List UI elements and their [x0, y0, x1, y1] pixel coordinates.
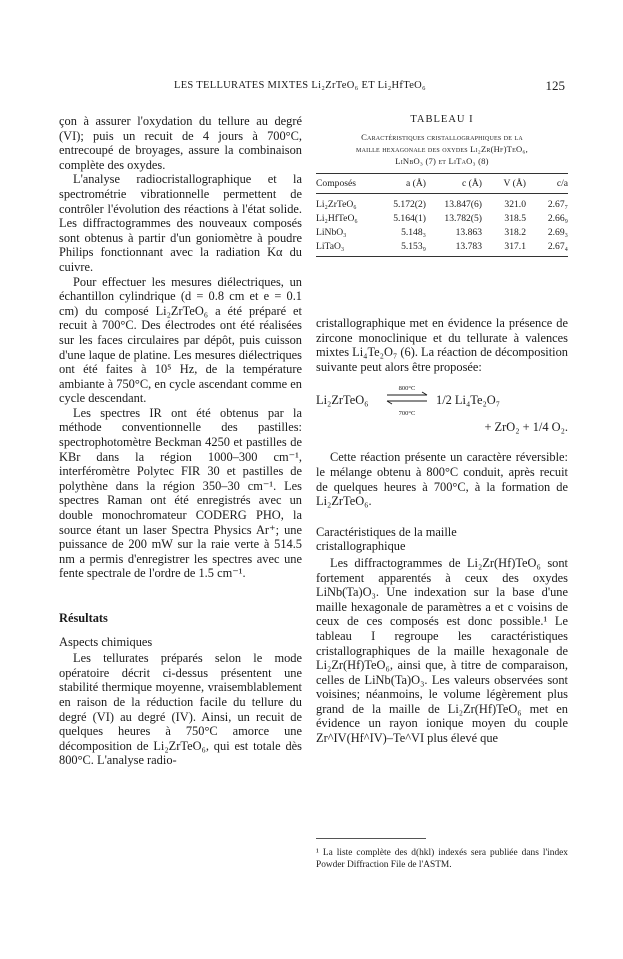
arrow-top-temperature: 800°C	[398, 385, 416, 393]
section-heading-resultats: Résultats	[59, 611, 108, 625]
table-row	[316, 239, 568, 256]
table-header-row	[316, 174, 568, 194]
arrow-bottom-temperature: 700°C	[398, 410, 416, 418]
table-cell: 13.863	[455, 227, 482, 238]
table-header-cell: V (Å)	[503, 178, 526, 189]
equilibrium-arrows	[385, 382, 429, 416]
table-cell: 2.66₉	[547, 213, 568, 224]
decomposition-equation	[316, 382, 568, 440]
table-cell: LiNbO₃	[316, 227, 347, 238]
footnote: ¹ La liste complète des d(hkl) indexés sera publiée dans l'index Powder Diffraction File de l'ASTM.	[316, 848, 568, 871]
table-cell: 2.67₄	[547, 241, 568, 252]
equilibrium-arrow-icon	[385, 391, 429, 405]
right-paragraph-3: Les diffractogrammes de Li₂Zr(Hf)TeO₆ sont fortement apparentés à ceux des oxydes LiNb(Ta)O₃. Une indexation sur la base d'une maille hexagonale de paramètres a et c voisins de ceux de ces composés est donc possible.¹ Le tableau I regroupe les caractéristiques cristallographiques de la maille hexagonale de Li₂Zr(Hf)TeO₆, ainsi que, à titre de comparaison, celles de LiNb(Ta)O₃. Les valeurs observées sont voisines; néanmoins, le volume légèrement plus grand de la maille de Li₂Zr(Hf)TeO₆ met en évidence un rayon ionique moyen du couple Zr^IV(Hf^IV)–Te^VI plus élevé que	[316, 555, 568, 746]
table-row	[316, 194, 568, 212]
table-cell: 318.2	[504, 227, 526, 238]
equation-product-1: 1/2 Li₄Te₂O₇	[436, 393, 501, 408]
equation-product-2: + ZrO₂ + 1/4 O₂.	[484, 420, 568, 435]
running-title: LES TELLURATES MIXTES Li₂ZrTeO₆ ET Li₂HfTeO₆	[174, 80, 426, 91]
table-caption-line-2: maille hexagonale des oxydes Li₂Zr(Hf)TeO₆,	[356, 144, 528, 154]
running-header	[100, 80, 565, 98]
table-cell: 13.783	[455, 241, 482, 252]
table-cell: 2.69₃	[547, 227, 568, 238]
table-row	[316, 211, 568, 225]
table-row	[316, 225, 568, 239]
table-cell: 13.847(6)	[444, 199, 482, 210]
table-bottom-rule	[316, 256, 568, 257]
left-paragraph-5: Les tellurates préparés selon le mode opératoire décrit ci-dessus présentent une stabilité thermique moyenne, vraisemblablement en raison de la réduction facile du tellure du degré (VI) au degré (IV). Ainsi, un recuit de quelques heures à 750°C amorce une décomposition de Li₂ZrTeO₆, qui est totale dès 800°C. L'analyse radio-	[59, 651, 302, 768]
table-cell: 5.148₃	[401, 227, 426, 238]
footnote-rule	[316, 838, 426, 839]
table-cell: 5.164(1)	[393, 213, 426, 224]
left-paragraph-3: Pour effectuer les mesures diélectriques, un échantillon cylindrique (d = 0.8 cm et e = 0.1 cm) du composé Li₂ZrTeO₆ a été préparé et recuit à 700°C. Des électrodes ont été réalisées sur les faces circulaires par dépôt, puis cuisson d'une laque de platine. Les mesures diélectriques ont été faites à 10⁵ Hz, de la température ambiante à 750°C, en cycle ascendant comme en cycle descendant.	[59, 274, 302, 406]
table-1	[316, 114, 568, 257]
left-column	[59, 114, 302, 768]
table-cell: 5.172(2)	[393, 199, 426, 210]
table-cell: 2.67₇	[547, 199, 568, 210]
table-cell: 317.1	[504, 241, 526, 252]
left-paragraph-2: L'analyse radiocristallographique et la spectrométrie vibrationnelle permettent de contrôler l'évolution des réactions à l'état solide. Les diffractogrammes des nouveaux composés sont obtenus à partir d'un goniomètre à poudre Philips fonctionnant avec la radiation Kα du cuivre.	[59, 172, 302, 274]
table-caption	[316, 131, 568, 167]
right-paragraph-2: Cette réaction présente un caractère réversible: le mélange obtenu à 800°C conduit, après recuit de quelques heures à 700°C, à la formation de Li₂ZrTeO₆.	[316, 450, 568, 509]
equation-reactant: Li₂ZrTeO₆	[316, 393, 369, 408]
table-header-cell: c (Å)	[462, 178, 482, 189]
left-paragraph-4: Les spectres IR ont été obtenus par la méthode conventionnelle des pastilles: spectrophotomètre Beckman 4250 et pastilles de KBr dans la région 1000–300 cm⁻¹, interféromètre Polytec FIR 30 et pastilles de polythène dans la région 350–30 cm⁻¹. Les spectres Raman ont été enregistrés avec un double monochromateur CODERG PHO, la source étant un laser Spectra Physics Ar⁺; une puissance de 200 mW sur la raie verte à 514.5 nm a permis d'enregistrer les spectres avec une fente spectrale de l'ordre de 1.5 cm⁻¹.	[59, 405, 302, 581]
table-cell: 321.0	[504, 199, 526, 210]
table-cell: Li₂HfTeO₆	[316, 213, 358, 224]
table-cell: 318.5	[504, 213, 526, 224]
table-header-cell: a (Å)	[406, 178, 426, 189]
subheading-maille	[316, 525, 568, 554]
table-cell: LiTaO₃	[316, 241, 345, 252]
table-caption-line-3: LiNbO₃ (7) et LiTaO₃ (8)	[395, 156, 489, 166]
subheading-aspects-chimiques: Aspects chimiques	[59, 634, 153, 649]
table-caption-line-1: Caractéristiques cristallographiques de la	[361, 132, 523, 142]
left-paragraph-1: çon à assurer l'oxydation du tellure au degré (VI); puis un recuit de 4 jours à 700°C, entrecoupé de broyages, assure la combinaison complète des oxydes.	[59, 114, 302, 172]
subheading-maille-line-2: cristallographique	[316, 539, 406, 554]
page-number: 125	[545, 78, 565, 93]
table-header-cell: c/a	[556, 178, 568, 189]
table-cell: 5.153₉	[401, 241, 426, 252]
table-cell: Li₂ZrTeO₆	[316, 199, 357, 210]
table-header-cell: Composés	[316, 178, 356, 189]
crystal-table	[316, 174, 568, 256]
right-paragraph-1: cristallographique met en évidence la présence de zircone monoclinique et du tellurate à valences mixtes Li₄Te₂O₇ (6). La réaction de décomposition suivante peut alors être proposée:	[316, 316, 568, 374]
table-label: TABLEAU I	[410, 114, 474, 125]
right-column	[316, 316, 568, 746]
table-cell: 13.782(5)	[444, 213, 482, 224]
subheading-maille-line-1: Caractéristiques de la maille	[316, 524, 457, 539]
